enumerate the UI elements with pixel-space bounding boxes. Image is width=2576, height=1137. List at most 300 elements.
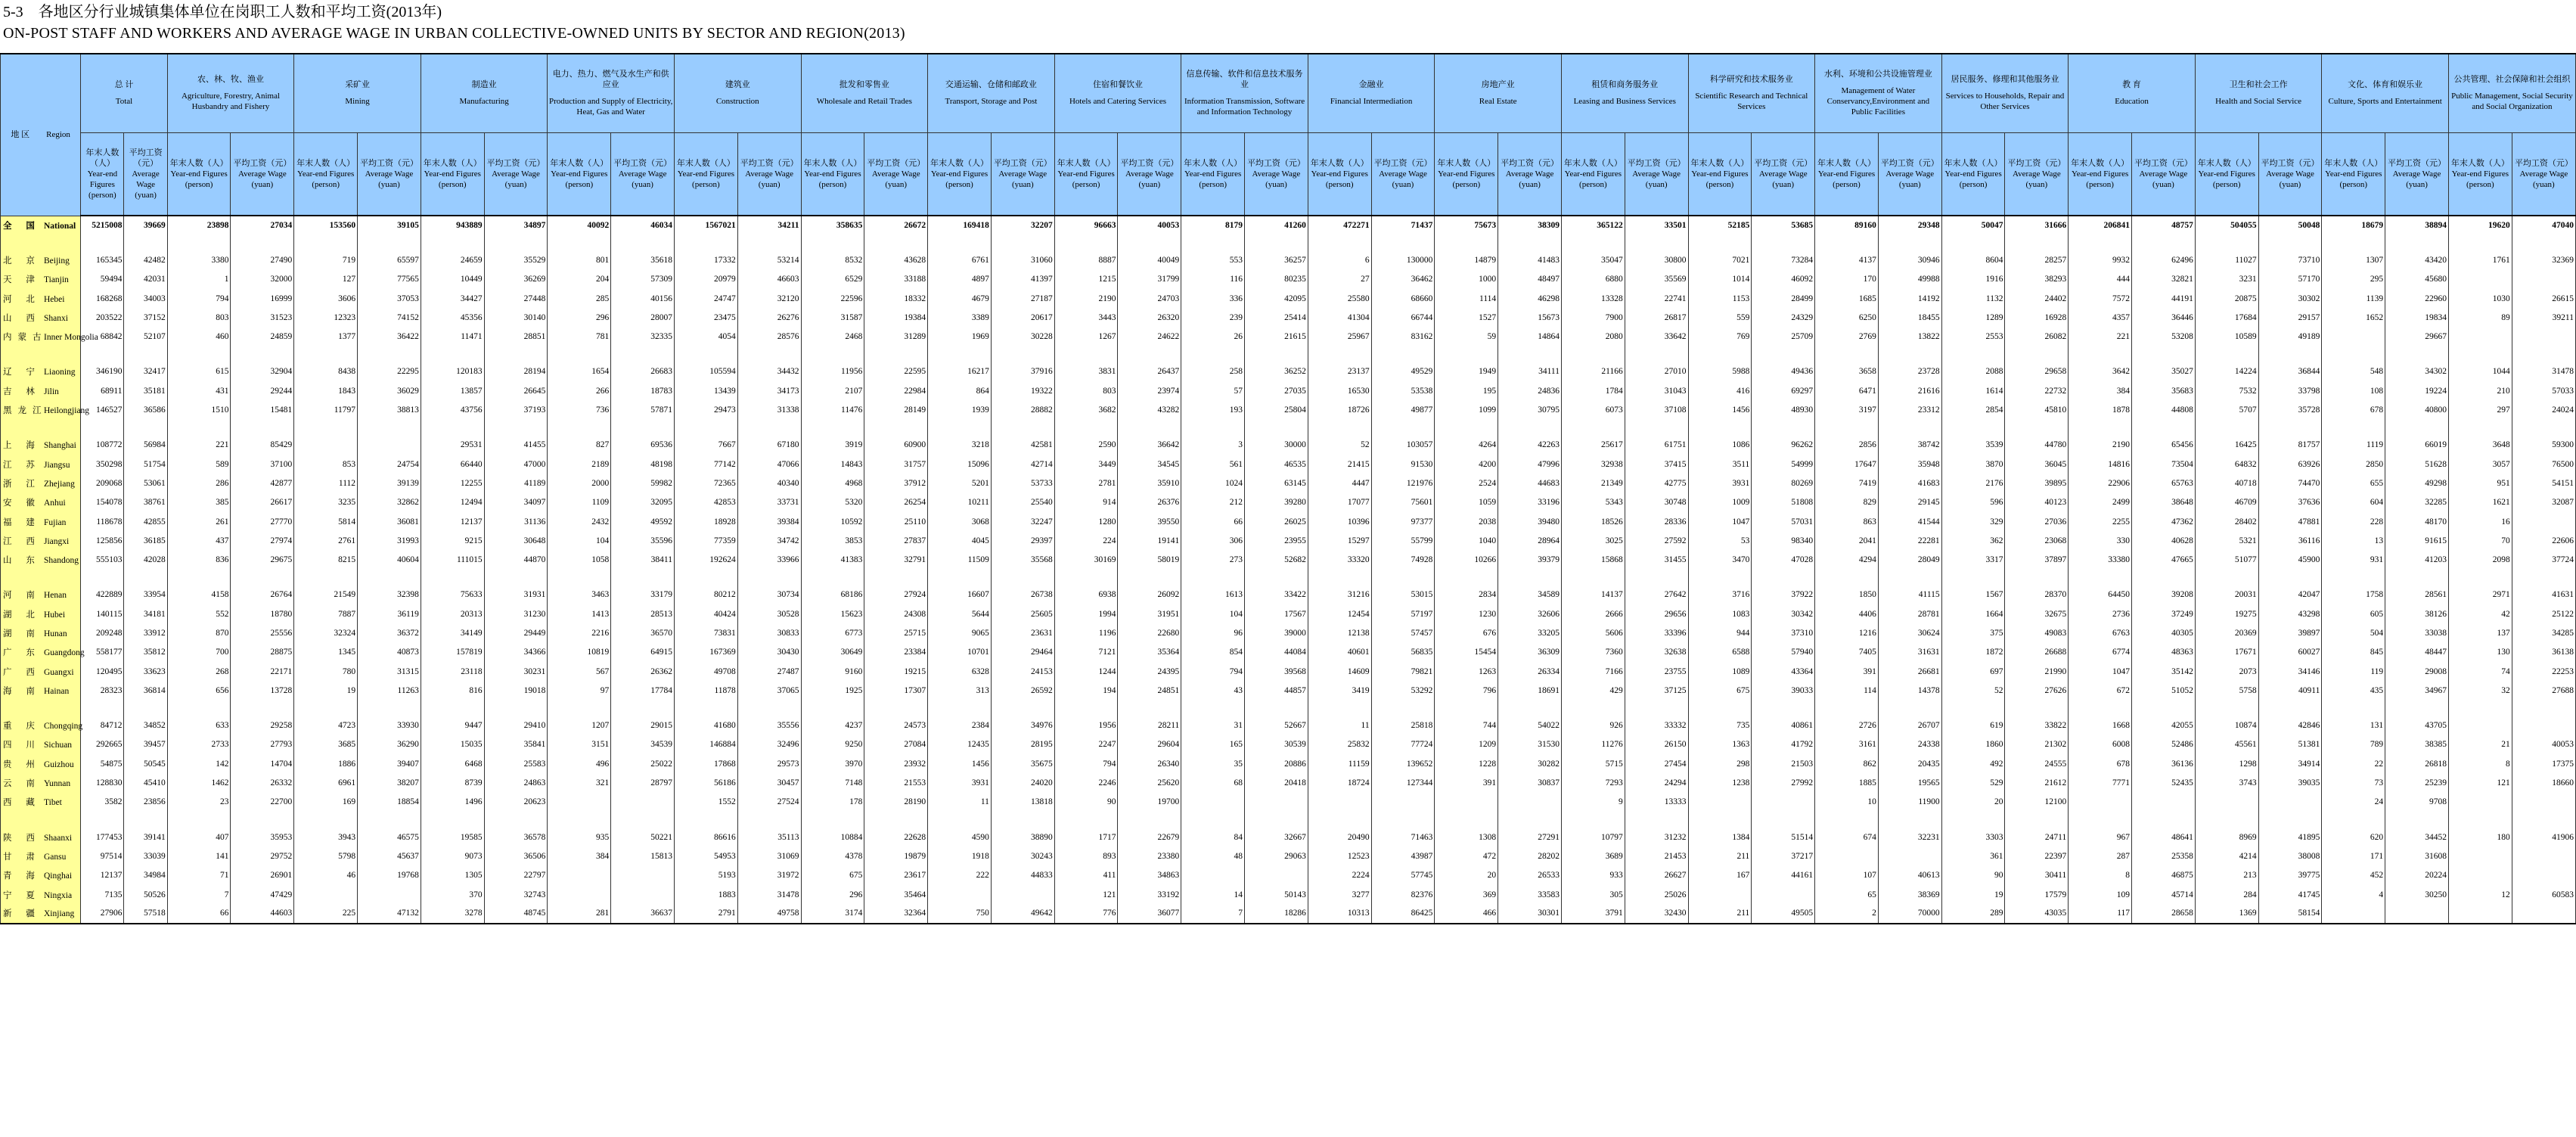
year-end-figure-cell: 20369 bbox=[2195, 623, 2258, 642]
year-end-figures-header: 年末人数（人）Year-end Figures (person) bbox=[1941, 132, 2005, 216]
average-wage-cell: 17307 bbox=[864, 681, 928, 700]
average-wage-cell: 35596 bbox=[611, 531, 675, 550]
average-wage-cell: 17375 bbox=[2512, 754, 2575, 773]
region-name-zh: 重 庆 bbox=[3, 722, 41, 732]
year-end-figure-cell: 4447 bbox=[1308, 474, 1371, 492]
year-end-figure-cell: 321 bbox=[548, 773, 611, 792]
average-wage-cell: 26092 bbox=[1118, 586, 1181, 604]
empty-cell bbox=[421, 812, 484, 828]
average-wage-cell: 21553 bbox=[864, 773, 928, 792]
empty-cell bbox=[1371, 570, 1435, 586]
average-wage-cell: 30411 bbox=[2005, 866, 2069, 885]
region-name-en: Sichuan bbox=[44, 741, 73, 750]
year-end-figure-cell: 1238 bbox=[1688, 773, 1752, 792]
year-end-figure-cell: 40092 bbox=[548, 216, 611, 235]
average-wage-cell: 33501 bbox=[1625, 216, 1688, 235]
empty-cell bbox=[358, 346, 421, 362]
year-end-figure-cell: 780 bbox=[294, 662, 358, 681]
year-end-figure-cell: 2834 bbox=[1435, 586, 1498, 604]
average-wage-cell: 45680 bbox=[2385, 270, 2449, 289]
average-wage-cell: 29145 bbox=[1878, 493, 1941, 512]
table-row bbox=[1, 400, 2576, 419]
empty-cell bbox=[2005, 812, 2069, 828]
average-wage-cell: 46603 bbox=[737, 270, 801, 289]
average-wage-cell: 39550 bbox=[1118, 512, 1181, 531]
average-wage-cell: 42581 bbox=[991, 436, 1054, 455]
empty-cell bbox=[421, 346, 484, 362]
region-cell bbox=[1, 308, 81, 327]
region-cell bbox=[1, 235, 81, 250]
sector-header bbox=[1054, 54, 1181, 132]
average-wage-cell: 54151 bbox=[2512, 474, 2575, 492]
empty-cell bbox=[928, 812, 992, 828]
year-end-figure-cell: 2189 bbox=[548, 455, 611, 474]
year-end-figure-cell: 1298 bbox=[2195, 754, 2258, 773]
year-end-figure-cell: 64450 bbox=[2069, 586, 2132, 604]
empty-cell bbox=[294, 420, 358, 436]
average-wage-cell: 27291 bbox=[1498, 828, 1562, 847]
average-wage-cell: 32231 bbox=[1878, 828, 1941, 847]
year-end-figure-cell: 296 bbox=[548, 308, 611, 327]
average-wage-cell: 31069 bbox=[737, 847, 801, 865]
empty-cell bbox=[1815, 570, 1879, 586]
year-end-figure-cell: 674 bbox=[1815, 828, 1879, 847]
average-wage-cell: 39280 bbox=[1245, 493, 1308, 512]
year-end-figure-cell: 365122 bbox=[1561, 216, 1625, 235]
average-wage-cell: 38894 bbox=[2385, 216, 2449, 235]
average-wage-cell: 31523 bbox=[231, 308, 294, 327]
average-wage-cell: 49758 bbox=[737, 904, 801, 923]
average-wage-cell: 33930 bbox=[358, 716, 421, 735]
year-end-figure-cell: 803 bbox=[167, 308, 231, 327]
year-end-figure-cell: 6250 bbox=[1815, 308, 1879, 327]
average-wage-cell: 20886 bbox=[1245, 754, 1308, 773]
average-wage-cell: 32638 bbox=[1625, 643, 1688, 662]
empty-cell bbox=[928, 701, 992, 716]
average-wage-cell: 50221 bbox=[611, 828, 675, 847]
average-wage-cell: 40123 bbox=[2005, 493, 2069, 512]
average-wage-cell: 26320 bbox=[1118, 308, 1181, 327]
empty-cell bbox=[1688, 235, 1752, 250]
empty-cell bbox=[358, 812, 421, 828]
average-wage-cell: 23755 bbox=[1625, 662, 1688, 681]
average-wage-cell: 34984 bbox=[124, 866, 167, 885]
average-wage-cell: 40305 bbox=[2132, 623, 2196, 642]
table-row bbox=[1, 643, 2576, 662]
average-wage-cell: 32675 bbox=[2005, 604, 2069, 623]
year-end-figure-cell: 1377 bbox=[294, 327, 358, 346]
year-end-figure-cell: 313 bbox=[928, 681, 992, 700]
year-end-figure-cell: 1621 bbox=[2448, 493, 2512, 512]
average-wage-cell: 32821 bbox=[2132, 270, 2196, 289]
average-wage-cell: 91530 bbox=[1371, 455, 1435, 474]
year-end-figure-cell: 41304 bbox=[1308, 308, 1371, 327]
spacer-row bbox=[1, 420, 2576, 436]
average-wage-cell: 19768 bbox=[358, 866, 421, 885]
empty-cell bbox=[1941, 235, 2005, 250]
region-cell bbox=[1, 381, 81, 400]
year-end-figure-cell: 3743 bbox=[2195, 773, 2258, 792]
region-name-en: Jiangxi bbox=[44, 536, 70, 546]
year-end-figure-cell: 3151 bbox=[548, 735, 611, 754]
average-wage-cell: 30748 bbox=[1625, 493, 1688, 512]
year-end-figure-cell: 80212 bbox=[674, 586, 737, 604]
year-end-figure-cell: 3025 bbox=[1561, 531, 1625, 550]
region-header-en: Region bbox=[46, 130, 70, 140]
year-end-figure-cell: 157819 bbox=[421, 643, 484, 662]
region-cell bbox=[1, 716, 81, 735]
year-end-figure-cell: 1308 bbox=[1435, 828, 1498, 847]
year-end-figure-cell: 40424 bbox=[674, 604, 737, 623]
empty-cell bbox=[1435, 570, 1498, 586]
average-wage-cell: 33205 bbox=[1498, 623, 1562, 642]
year-end-figure-cell: 9215 bbox=[421, 531, 484, 550]
year-end-figure-cell: 54953 bbox=[674, 847, 737, 865]
year-end-figure-cell: 13439 bbox=[674, 381, 737, 400]
year-end-figure-cell: 558177 bbox=[81, 643, 124, 662]
average-wage-cell: 36642 bbox=[1118, 436, 1181, 455]
empty-cell bbox=[737, 420, 801, 436]
average-wage-cell: 45810 bbox=[2005, 400, 2069, 419]
region-cell bbox=[1, 643, 85, 662]
year-end-figure-cell: 1044 bbox=[2448, 362, 2512, 381]
year-end-figure-cell: 43756 bbox=[421, 400, 484, 419]
year-end-figure-cell bbox=[2322, 904, 2385, 923]
average-wage-cell: 39139 bbox=[358, 474, 421, 492]
year-end-figure-cell: 45561 bbox=[2195, 735, 2258, 754]
year-end-figure-cell: 16 bbox=[2448, 512, 2512, 531]
sector-name-zh: 租赁和商务服务业 bbox=[1591, 80, 1659, 90]
year-end-figure-cell: 3317 bbox=[1941, 550, 2005, 569]
year-end-figure-cell: 10874 bbox=[2195, 716, 2258, 735]
region-name-zh: 甘 肃 bbox=[3, 852, 41, 862]
empty-cell bbox=[2069, 420, 2132, 436]
empty-cell bbox=[1118, 235, 1181, 250]
average-wage-cell: 41455 bbox=[484, 436, 548, 455]
year-end-figure-cell: 3449 bbox=[1054, 455, 1118, 474]
average-wage-cell: 28875 bbox=[231, 643, 294, 662]
average-wage-cell: 29573 bbox=[737, 754, 801, 773]
average-wage-cell: 20224 bbox=[2385, 866, 2449, 885]
average-wage-cell: 23380 bbox=[1118, 847, 1181, 865]
year-end-figure-cell: 8215 bbox=[294, 550, 358, 569]
empty-cell bbox=[1625, 420, 1688, 436]
average-wage-cell: 26437 bbox=[1118, 362, 1181, 381]
year-end-figure-cell: 6529 bbox=[801, 270, 864, 289]
average-wage-cell: 39457 bbox=[124, 735, 167, 754]
average-wage-cell: 70000 bbox=[1878, 904, 1941, 923]
average-wage-cell: 37193 bbox=[484, 400, 548, 419]
average-wage-cell: 51052 bbox=[2132, 681, 2196, 700]
year-end-figure-cell: 1925 bbox=[801, 681, 864, 700]
average-wage-cell: 24859 bbox=[231, 327, 294, 346]
average-wage-cell: 73710 bbox=[2258, 250, 2322, 269]
average-wage-cell: 34302 bbox=[2385, 362, 2449, 381]
average-wage-cell: 39105 bbox=[358, 216, 421, 235]
average-wage-cell: 58154 bbox=[2258, 904, 2322, 923]
average-wage-cell: 37310 bbox=[1752, 623, 1815, 642]
average-wage-cell: 38648 bbox=[2132, 493, 2196, 512]
average-wage-cell: 25110 bbox=[864, 512, 928, 531]
year-end-figure-cell: 32938 bbox=[1561, 455, 1625, 474]
year-end-figure-cell: 11797 bbox=[294, 400, 358, 419]
year-end-figure-cell: 29531 bbox=[421, 436, 484, 455]
year-end-figure-cell: 16530 bbox=[1308, 381, 1371, 400]
year-end-figure-cell: 225 bbox=[294, 904, 358, 923]
average-wage-cell: 41544 bbox=[1878, 512, 1941, 531]
year-end-figure-cell: 203522 bbox=[81, 308, 124, 327]
sector-header bbox=[167, 54, 294, 132]
region-name-en: Shandong bbox=[44, 556, 79, 566]
average-wage-cell: 32095 bbox=[611, 493, 675, 512]
empty-cell bbox=[1308, 420, 1371, 436]
year-end-figure-cell: 2856 bbox=[1815, 436, 1879, 455]
average-wage-cell: 40053 bbox=[2512, 735, 2575, 754]
region-cell bbox=[1, 604, 81, 623]
year-end-figure-cell: 3943 bbox=[294, 828, 358, 847]
year-end-figure-cell: 3277 bbox=[1308, 885, 1371, 904]
sector-name-en: Transport, Storage and Post bbox=[945, 97, 1038, 107]
average-wage-cell: 39033 bbox=[1752, 681, 1815, 700]
average-wage-header: 平均工资（元）Average Wage (yuan) bbox=[991, 132, 1054, 216]
average-wage-cell: 49189 bbox=[2258, 327, 2322, 346]
empty-cell bbox=[2448, 570, 2512, 586]
average-wage-cell: 17579 bbox=[2005, 885, 2069, 904]
year-end-figure-cell: 4968 bbox=[801, 474, 864, 492]
year-end-figure-cell: 18724 bbox=[1308, 773, 1371, 792]
year-end-figure-cell: 17684 bbox=[2195, 308, 2258, 327]
region-name-en: Guangxi bbox=[44, 667, 74, 677]
empty-cell bbox=[674, 570, 737, 586]
year-end-figure-cell: 108 bbox=[2322, 381, 2385, 400]
average-wage-cell: 14192 bbox=[1878, 289, 1941, 308]
region-cell bbox=[1, 885, 81, 904]
year-end-figure-cell: 1843 bbox=[294, 381, 358, 400]
year-end-figure-cell: 504055 bbox=[2195, 216, 2258, 235]
average-wage-cell: 60583 bbox=[2512, 885, 2575, 904]
year-end-figure-cell: 1567 bbox=[1941, 586, 2005, 604]
table-row bbox=[1, 904, 2576, 923]
table-row bbox=[1, 381, 2576, 400]
year-end-figure-cell: 169418 bbox=[928, 216, 992, 235]
year-end-figure-cell: 53 bbox=[1688, 531, 1752, 550]
year-end-figure-cell: 127 bbox=[294, 270, 358, 289]
average-wage-cell: 30000 bbox=[1245, 436, 1308, 455]
year-end-figure-cell: 2736 bbox=[2069, 604, 2132, 623]
average-wage-cell: 31993 bbox=[358, 531, 421, 550]
empty-cell bbox=[124, 420, 167, 436]
average-wage-cell: 52486 bbox=[2132, 735, 2196, 754]
year-end-figure-cell: 655 bbox=[2322, 474, 2385, 492]
year-end-figure-cell: 1363 bbox=[1688, 735, 1752, 754]
average-wage-cell: 42775 bbox=[1625, 474, 1688, 492]
year-end-figure-cell: 781 bbox=[548, 327, 611, 346]
empty-cell bbox=[1181, 570, 1245, 586]
average-wage-cell: 42714 bbox=[991, 455, 1054, 474]
average-wage-cell: 18455 bbox=[1878, 308, 1941, 327]
sector-name-zh: 建筑业 bbox=[725, 80, 750, 90]
year-end-figure-cell: 1613 bbox=[1181, 586, 1245, 604]
average-wage-header: 平均工资（元）Average Wage (yuan) bbox=[1625, 132, 1688, 216]
average-wage-cell: 130000 bbox=[1371, 250, 1435, 269]
average-wage-cell: 27974 bbox=[231, 531, 294, 550]
empty-cell bbox=[1245, 812, 1308, 828]
year-end-figure-cell: 1384 bbox=[1688, 828, 1752, 847]
average-wage-cell: 46535 bbox=[1245, 455, 1308, 474]
average-wage-cell: 37100 bbox=[231, 455, 294, 474]
average-wage-cell: 56835 bbox=[1371, 643, 1435, 662]
year-end-figure-cell: 10884 bbox=[801, 828, 864, 847]
average-wage-cell: 56984 bbox=[124, 436, 167, 455]
year-end-figure-cell: 4357 bbox=[2069, 308, 2132, 327]
sector-header bbox=[2195, 54, 2322, 132]
sector-name-zh: 文化、体育和娱乐业 bbox=[2348, 80, 2423, 90]
average-wage-header: 平均工资（元）Average Wage (yuan) bbox=[1371, 132, 1435, 216]
average-wage-cell bbox=[2258, 793, 2322, 812]
average-wage-cell bbox=[611, 793, 675, 812]
empty-cell bbox=[124, 235, 167, 250]
year-end-figure-cell: 30169 bbox=[1054, 550, 1118, 569]
region-name-zh: 山 东 bbox=[3, 556, 41, 566]
year-end-figure-cell: 296 bbox=[801, 885, 864, 904]
average-wage-cell: 34173 bbox=[737, 381, 801, 400]
average-wage-cell: 48757 bbox=[2132, 216, 2196, 235]
table-row bbox=[1, 531, 2576, 550]
average-wage-header: 平均工资（元）Average Wage (yuan) bbox=[2132, 132, 2196, 216]
average-wage-cell: 26254 bbox=[864, 493, 928, 512]
empty-cell bbox=[1688, 701, 1752, 716]
average-wage-cell: 28211 bbox=[1118, 716, 1181, 735]
average-wage-cell bbox=[2512, 793, 2575, 812]
year-end-figure-cell: 213 bbox=[2195, 866, 2258, 885]
empty-cell bbox=[1308, 235, 1371, 250]
average-wage-cell: 53292 bbox=[1371, 681, 1435, 700]
table-row bbox=[1, 308, 2576, 327]
year-end-figure-cell: 109 bbox=[2069, 885, 2132, 904]
year-end-figure-cell: 31587 bbox=[801, 308, 864, 327]
region-cell bbox=[1, 346, 81, 362]
year-end-figure-cell: 19275 bbox=[2195, 604, 2258, 623]
average-wage-cell: 25540 bbox=[991, 493, 1054, 512]
year-end-figure-cell: 12323 bbox=[294, 308, 358, 327]
empty-cell bbox=[611, 701, 675, 716]
average-wage-cell: 15813 bbox=[611, 847, 675, 865]
average-wage-cell: 31232 bbox=[1625, 828, 1688, 847]
year-end-figure-cell: 23475 bbox=[674, 308, 737, 327]
region-name-zh: 广 西 bbox=[3, 667, 41, 677]
region-name-en: Jiangsu bbox=[44, 460, 70, 470]
average-wage-header: 平均工资（元）Average Wage (yuan) bbox=[1118, 132, 1181, 216]
empty-cell bbox=[1054, 346, 1118, 362]
average-wage-cell: 51381 bbox=[2258, 735, 2322, 754]
sector-name-zh: 公共管理、社会保障和社会组织 bbox=[2453, 75, 2571, 85]
year-end-figure-cell: 46 bbox=[294, 866, 358, 885]
year-end-figure-cell: 431 bbox=[167, 381, 231, 400]
year-end-figure-cell: 7900 bbox=[1561, 308, 1625, 327]
average-wage-cell: 31289 bbox=[864, 327, 928, 346]
year-end-figure-cell: 4590 bbox=[928, 828, 992, 847]
average-wage-cell: 38411 bbox=[611, 550, 675, 569]
year-end-figure-cell: 50047 bbox=[1941, 216, 2005, 235]
year-end-figure-cell: 64832 bbox=[2195, 455, 2258, 474]
average-wage-cell: 26362 bbox=[611, 662, 675, 681]
year-end-figure-cell: 633 bbox=[167, 716, 231, 735]
year-end-figure-cell: 19585 bbox=[421, 828, 484, 847]
year-end-figure-cell: 20 bbox=[1941, 793, 2005, 812]
year-end-figure-cell: 210 bbox=[2448, 381, 2512, 400]
empty-cell bbox=[1245, 570, 1308, 586]
empty-cell bbox=[1561, 570, 1625, 586]
average-wage-header: 平均工资（元）Average Wage (yuan) bbox=[1878, 132, 1941, 216]
average-wage-cell: 32862 bbox=[358, 493, 421, 512]
average-wage-cell: 35841 bbox=[484, 735, 548, 754]
year-end-figure-cell: 32 bbox=[2448, 681, 2512, 700]
year-end-figure-cell bbox=[294, 436, 358, 455]
average-wage-cell: 34181 bbox=[124, 604, 167, 623]
average-wage-cell: 11900 bbox=[1878, 793, 1941, 812]
sector-name-en: Real Estate bbox=[1479, 97, 1517, 107]
empty-cell bbox=[1625, 346, 1688, 362]
year-end-figure-cell: 8 bbox=[2069, 866, 2132, 885]
average-wage-cell: 29397 bbox=[991, 531, 1054, 550]
year-end-figure-cell: 89160 bbox=[1815, 216, 1879, 235]
region-name-zh: 全 国 bbox=[3, 221, 41, 231]
year-end-figure-cell: 9 bbox=[1561, 793, 1625, 812]
average-wage-cell bbox=[2132, 793, 2196, 812]
year-end-figure-cell: 1230 bbox=[1435, 604, 1498, 623]
empty-cell bbox=[1371, 235, 1435, 250]
region-cell bbox=[1, 216, 81, 235]
empty-cell bbox=[1878, 235, 1941, 250]
year-end-figure-cell: 285 bbox=[548, 289, 611, 308]
average-wage-cell: 34432 bbox=[737, 362, 801, 381]
sector-header bbox=[2322, 54, 2449, 132]
average-wage-header: 平均工资（元）Average Wage (yuan) bbox=[864, 132, 928, 216]
average-wage-cell: 86425 bbox=[1371, 904, 1435, 923]
empty-cell bbox=[1561, 701, 1625, 716]
year-end-figures-header: 年末人数（人）Year-end Figures (person) bbox=[674, 132, 737, 216]
empty-cell bbox=[2069, 346, 2132, 362]
year-end-figure-cell: 6468 bbox=[421, 754, 484, 773]
average-wage-cell: 33912 bbox=[124, 623, 167, 642]
average-wage-cell: 39897 bbox=[2258, 623, 2322, 642]
empty-cell bbox=[2069, 812, 2132, 828]
year-end-figure-cell: 2224 bbox=[1308, 866, 1371, 885]
empty-cell bbox=[1118, 570, 1181, 586]
year-end-figure-cell: 11 bbox=[928, 793, 992, 812]
average-wage-cell: 74928 bbox=[1371, 550, 1435, 569]
average-wage-cell: 38207 bbox=[358, 773, 421, 792]
empty-cell bbox=[1561, 420, 1625, 436]
empty-cell bbox=[1815, 346, 1879, 362]
average-wage-cell: 37724 bbox=[2512, 550, 2575, 569]
year-end-figure-cell: 18679 bbox=[2322, 216, 2385, 235]
year-end-figure-cell bbox=[2322, 327, 2385, 346]
year-end-figure-cell: 1047 bbox=[1688, 512, 1752, 531]
average-wage-cell bbox=[2512, 847, 2575, 865]
year-end-figure-cell bbox=[2195, 793, 2258, 812]
year-end-figure-cell: 11276 bbox=[1561, 735, 1625, 754]
empty-cell bbox=[2448, 346, 2512, 362]
average-wage-cell bbox=[1752, 793, 1815, 812]
year-end-figure-cell: 407 bbox=[167, 828, 231, 847]
empty-cell bbox=[1308, 570, 1371, 586]
year-end-figure-cell: 672 bbox=[2069, 681, 2132, 700]
year-end-figure-cell: 10592 bbox=[801, 512, 864, 531]
region-name-en: Shanxi bbox=[44, 313, 68, 323]
average-wage-cell: 41683 bbox=[1878, 474, 1941, 492]
region-cell bbox=[1, 793, 81, 812]
